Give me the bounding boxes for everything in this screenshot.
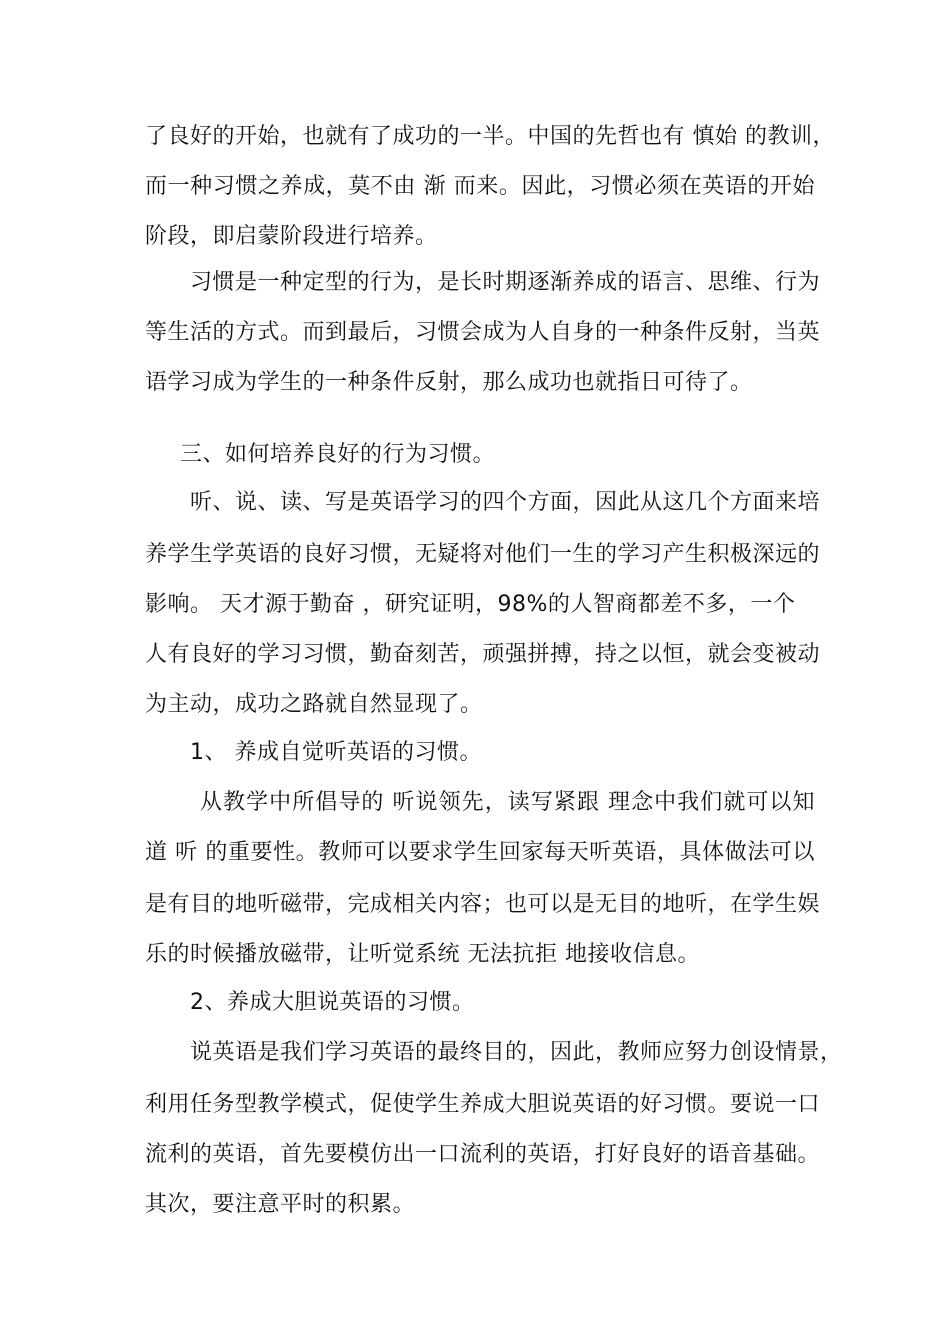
section-heading: 三、如何培养良好的行为习惯。 [180,442,496,467]
text-line: 影响。 天才源于勤奋 ，研究证明，98%的人智商都差不多，一个 [145,592,796,617]
text-line: 是有目的地听磁带，完成相关内容；也可以是无目的地听，在学生娱 [145,892,821,917]
text-line: 道 听 的重要性。教师可以要求学生回家每天听英语，具体做法可以 [145,840,815,865]
text-line: 语学习成为学生的一种条件反射，那么成功也就指日可待了。 [145,370,753,395]
text-line: 乐的时候播放磁带，让听觉系统 无法抗拒 地接收信息。 [145,942,700,967]
text-line: 而一种习惯之养成，莫不由 渐 而来。因此，习惯必须在英语的开始 [145,174,815,199]
text-line: 习惯是一种定型的行为，是长时期逐渐养成的语言、思维、行为 [190,270,821,295]
subheading: 1、 养成自觉听英语的习惯。 [190,740,482,765]
text-line: 听、说、读、写是英语学习的四个方面，因此从这几个方面来培 [190,490,821,515]
text-line: 养学生学英语的良好习惯，无疑将对他们一生的学习产生积极深远的 [145,542,821,567]
text-line: 等生活的方式。而到最后，习惯会成为人自身的一种条件反射，当英 [145,320,821,345]
text-line: 其次，要注意平时的积累。 [145,1192,416,1217]
text-line: 了良好的开始，也就有了成功的一半。中国的先哲也有 慎始 的教训， [145,124,835,149]
text-line: 利用任务型教学模式，促使学生养成大胆说英语的好习惯。要说一口 [145,1092,821,1117]
text-line: 阶段，即启蒙阶段进行培养。 [145,224,438,249]
text-line: 为主动，成功之路就自然显现了。 [145,692,483,717]
subheading: 2、养成大胆说英语的习惯。 [190,990,475,1015]
text-line: 说英语是我们学习英语的最终目的，因此，教师应努力创设情景， [190,1040,843,1065]
text-line: 流利的英语，首先要模仿出一口流利的英语，打好良好的语音基础。 [145,1142,821,1167]
text-line: 从教学中所倡导的 听说领先，读写紧跟 理念中我们就可以知 [200,790,815,815]
text-line: 人有良好的学习习惯，勤奋刻苦，顽强拼搏，持之以恒，就会变被动 [145,642,821,667]
